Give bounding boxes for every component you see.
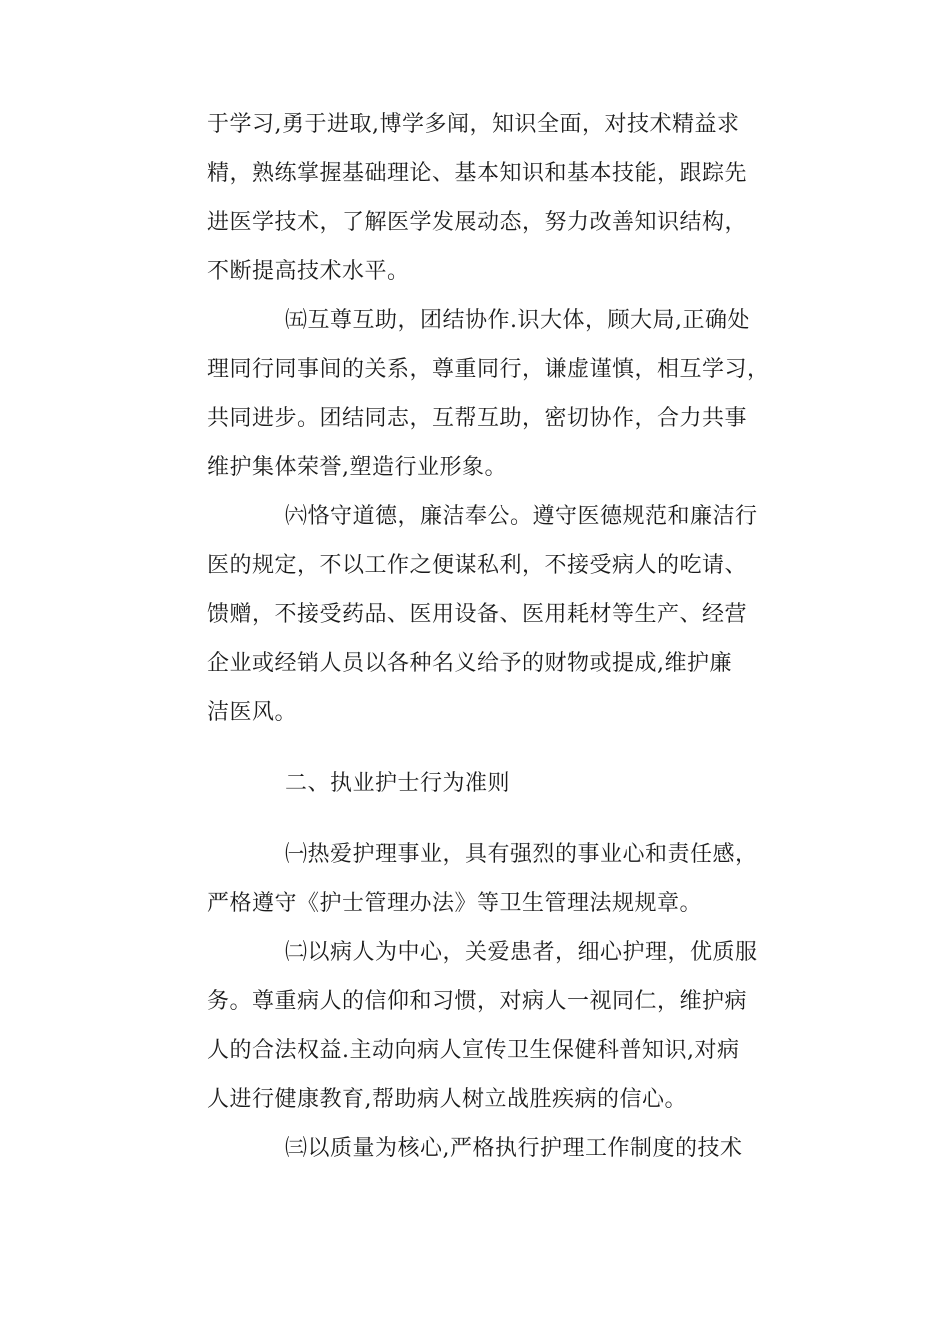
text-line: 务。尊重病人的信仰和习惯，对病人一视同仁，维护病 xyxy=(207,989,748,1014)
text-line: 人进行健康教育,帮助病人树立战胜疾病的信心。 xyxy=(207,1087,687,1112)
text-line: 于学习,勇于进取,博学多闻，知识全面，对技术精益求 xyxy=(207,112,740,137)
text-line: 进医学技术，了解医学发展动态，努力改善知识结构， xyxy=(207,210,748,235)
text-line: 洁医风。 xyxy=(207,700,298,725)
text-line: 不断提高技术水平。 xyxy=(207,259,410,284)
text-line: ㈠热爱护理事业，具有强烈的事业心和责任感， xyxy=(285,842,758,867)
text-line: 精，熟练掌握基础理论、基本知识和基本技能，跟踪先 xyxy=(207,161,748,186)
text-line: 理同行同事间的关系，尊重同行，谦虚谨慎，相互学习， xyxy=(207,357,770,382)
text-line: ㈢以质量为核心,严格执行护理工作制度的技术 xyxy=(285,1136,743,1161)
section-spacer xyxy=(207,808,747,830)
text-line: ㈤互尊互助，团结协作.识大体，顾大局,正确处 xyxy=(285,308,750,333)
section-heading: 二、执业护士行为准则 xyxy=(285,771,511,796)
text-line: ㈥恪守道德，廉洁奉公。遵守医德规范和廉洁行 xyxy=(285,504,758,529)
section-spacer xyxy=(207,737,747,759)
text-line: 严格遵守《护士管理办法》等卫生管理法规规章。 xyxy=(207,891,703,916)
document-body xyxy=(207,100,770,1173)
text-line: 共同进步。团结同志，互帮互助，密切协作，合力共事 xyxy=(207,406,748,431)
text-line: 企业或经销人员以各种名义给予的财物或提成,维护廉 xyxy=(207,651,732,676)
text-line: 维护集体荣誉,塑造行业形象。 xyxy=(207,455,507,480)
text-line: 人的合法权益.主动向病人宣传卫生保健科普知识,对病 xyxy=(207,1038,740,1063)
text-line: 馈赠，不接受药品、医用设备、医用耗材等生产、经营 xyxy=(207,602,748,627)
text-line: 医的规定，不以工作之便谋私利，不接受病人的吃请、 xyxy=(207,553,748,578)
text-line: ㈡以病人为中心，关爱患者，细心护理，优质服 xyxy=(285,940,758,965)
